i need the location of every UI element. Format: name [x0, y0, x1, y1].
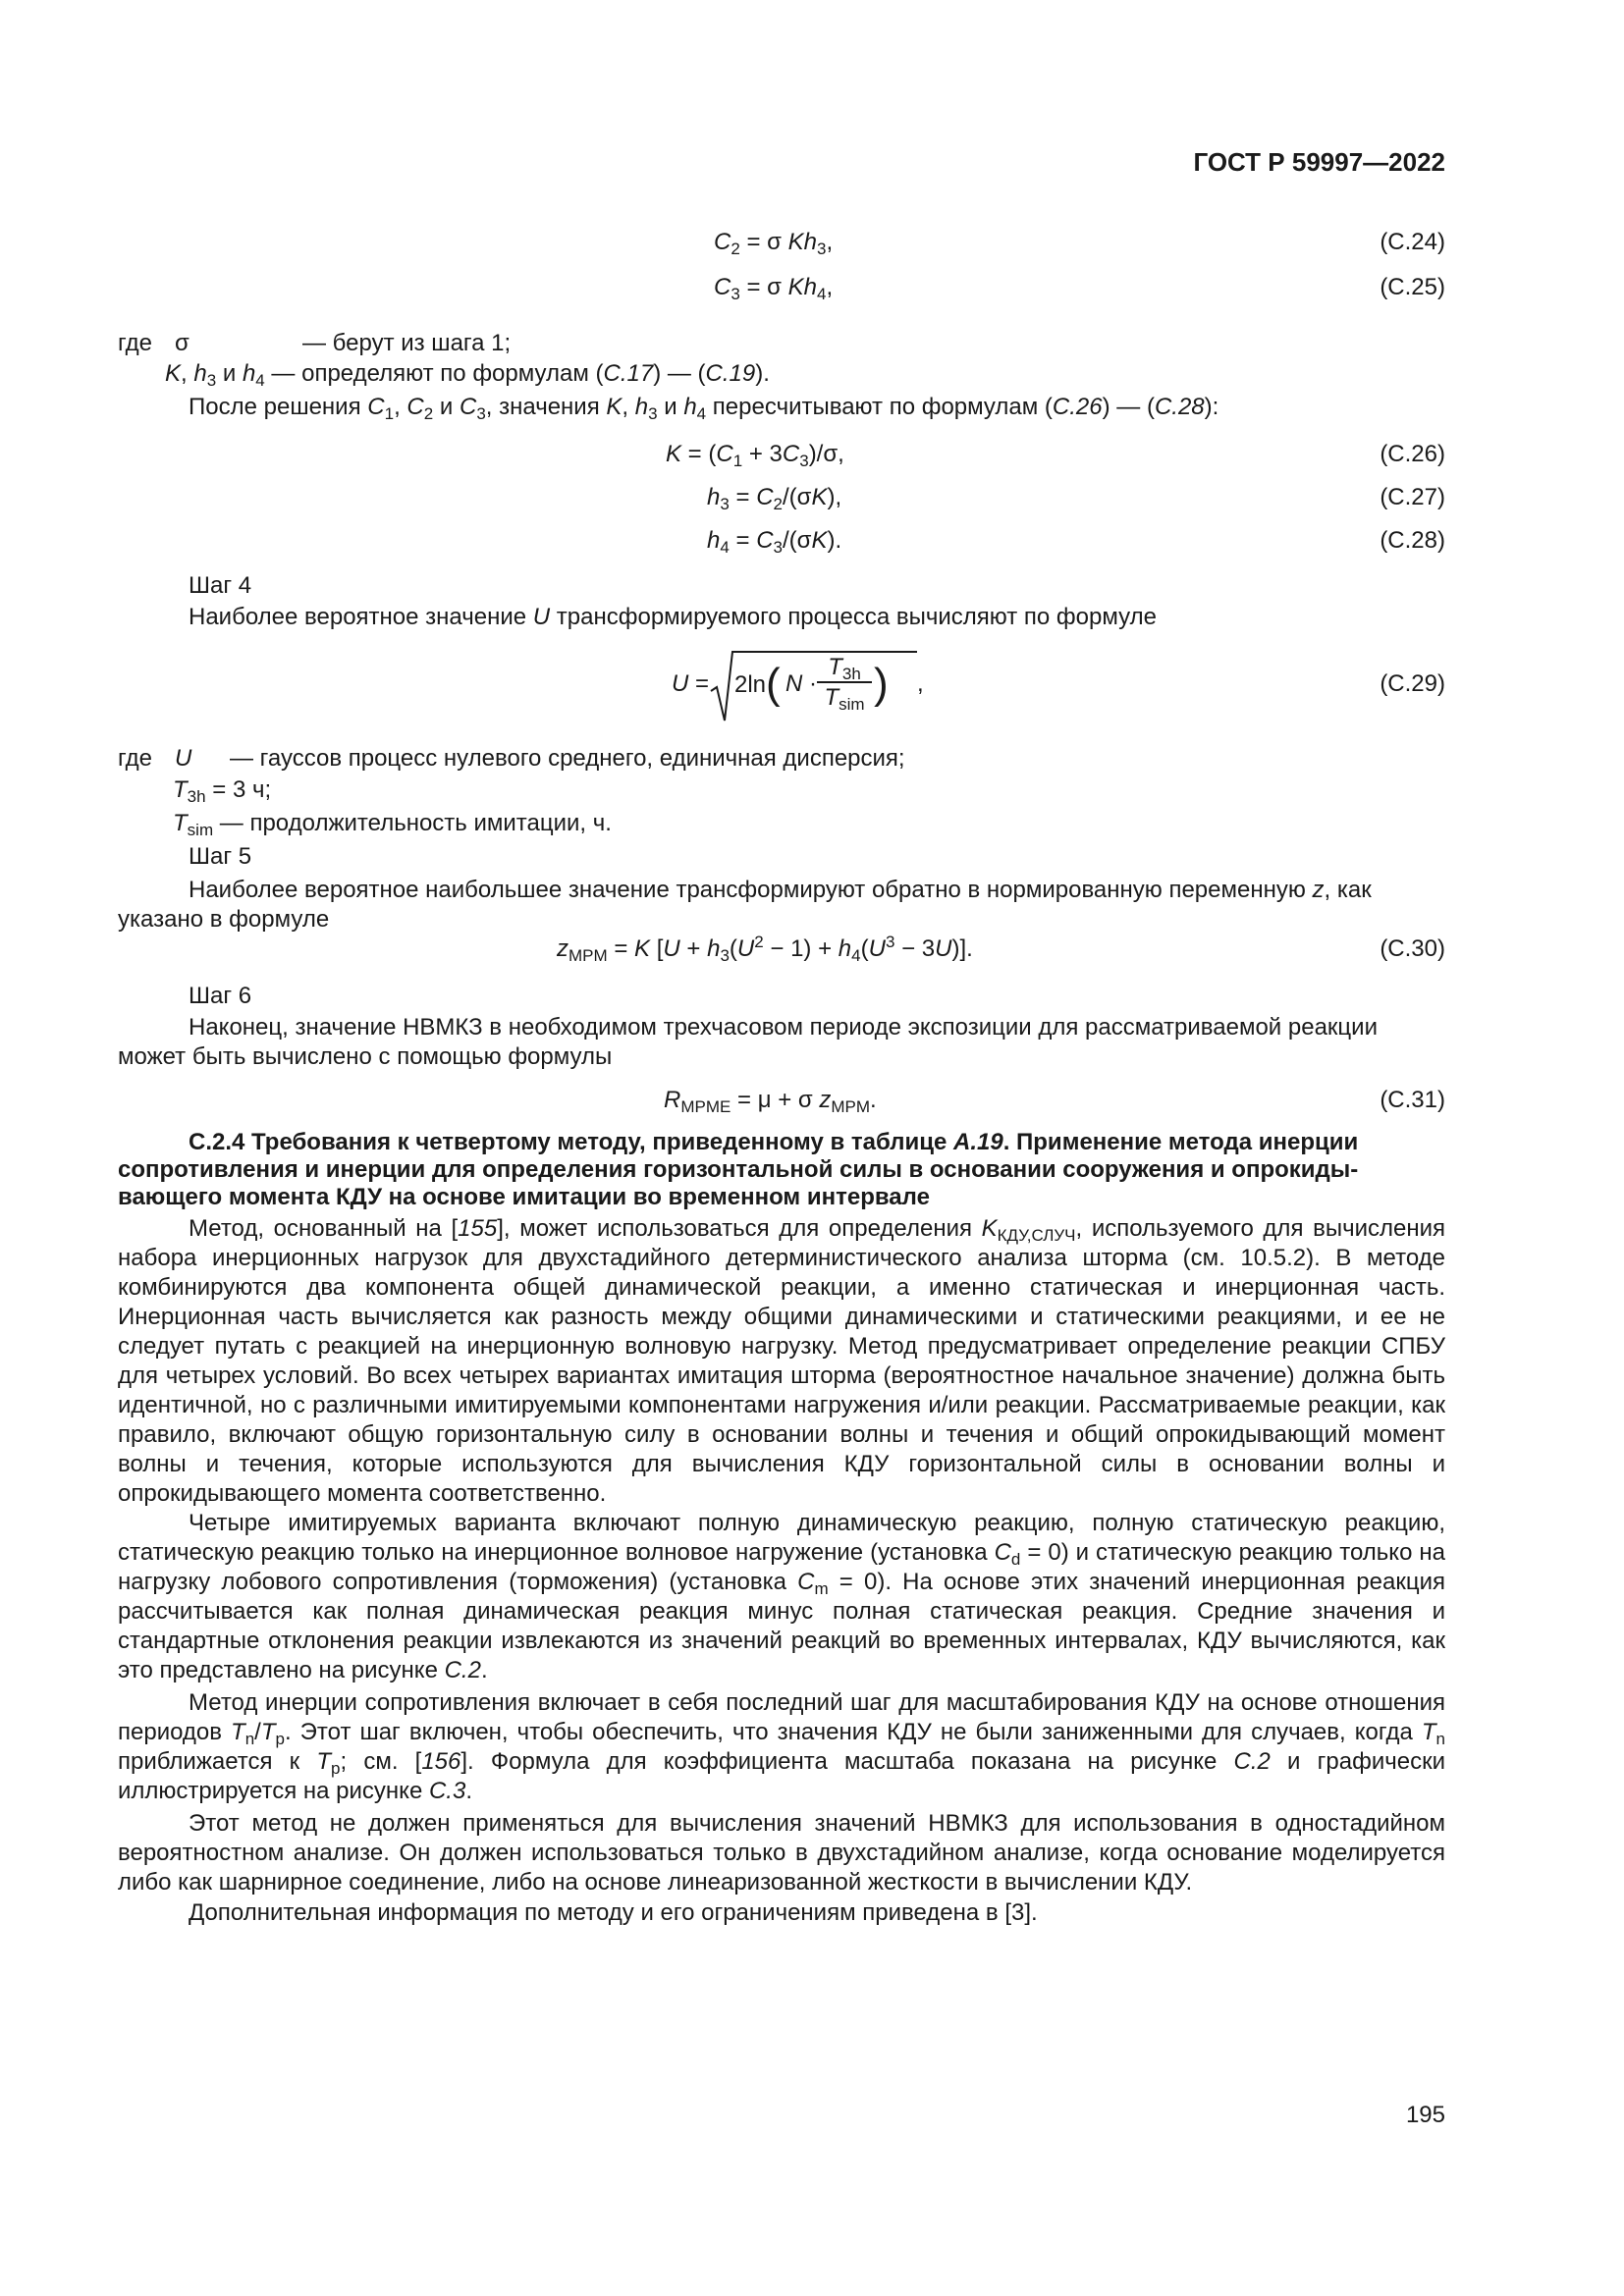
equation-c24: $C_2 = \sigma$ $Kh_3$, [714, 229, 834, 258]
equation-number-c29: (C.29) [1380, 670, 1445, 697]
step-6-text-line2: может быть вычислено с помощью формулы [118, 1043, 613, 1070]
paragraph-3: Метод инерции сопротивления включает в себя последний шаг для масштабирования КДУ на основе отношения периодов $T_n/T_p$. Этот шаг включен, чтобы обеспечить, что значения КДУ не были заниженными для случаев, когда $T_n$ приближается к $T_p$; см. [156]. Формула для коэффициента масштаба показана на рисунке С.2 и графически иллюстрируется на рисунке С.3. [118, 1689, 1445, 1804]
document-page: ГОСТ Р 59997—2022 $C_2 = \sigma$ $Kh_3$, (C.24) $C_3 = \sigma$ $Kh_4$, (C.25) где σ — берут из шага 1; K, $h_3$ и $h_4$ — определяют по формулам (C.17) — (C.19). После решения $C_1$, $C_2$ и $C_3$, значения K, $h_3$ и $h_4$ пересчитывают по формулам (C.26) — (C.28): $K = (C_1 + 3C_3)/\sigma$, (C.26) $h_3 = C_2/(\sigma K)$, (C.27) $h_4 = C_3/(\sigma K)$. (C.28) Шаг 4 Наиболее вероятное значение U трансформируемого процесса вычисляют по формуле U = 2ln( N · $T_{3h}$ $T_{sim}$ ) , (C.29) где U — гауссов процесс нулевого среднего, единичная дисперсия; $T_{3h} = 3$ ч; $T_{sim}$ — продолжительность имитации, ч. Шаг 5 Наиболее вероятное наибольшее значение трансформируют обратно в нормированную переменную z, как указано в формуле $z_{MPM} = K$ $[U + h_3(U^2 - 1) + h_4(U^3 - 3U)]$. (C.30) Шаг 6 Наконец, значение НВМКЗ в необходимом трехчасовом периоде экспозиции для рассматриваемой реакции может быть вычислено с помощью формулы $R_{MPME} = \mu + \sigma$ $z_{MPM}$. (C.31) С.2.4 Требования к четвертому методу, приведенному в таблице А.19. Применение метода инерции сопротивления и инерции для определения горизонтальной силы в основании сооружения и опрокиды- вающего момента КДУ на основе имитации во временном интервале Метод, основанный на [155], может использоваться для определения $K_{КДУ,СЛУЧ}$, используемого для вычисления набора инерционных нагрузок для двухстадийного детерминистического анализа шторма (см. 10.5.2). В методе комбинируются два компонента общей динамической реакции, а именно статическая и инерционная часть. Инерционная часть вычисляется как разность между общими динамическими и статическими реакциями, и ее не следует путать с реакцией на инерционную волновую нагрузку. Метод предусматривает определение реакции СПБУ для четырех условий. Во всех четырех вариантах имитация шторма (вероятностное начальное значение) должна быть идентичной, но с различными имитируемыми компонентами нагружения и/или реакции. Рассматриваемые реакции, как правило, включают общую горизонтальную силу в основании волны и течения и общий опрокидывающий момент волны и течения, которые используются для вычисления КДУ горизонтальной силы в основании волны и опрокидывающего момента соответственно. Четыре имитируемых варианта включают полную динамическую реакцию, полную статическую реакцию, статическую реакцию только на инерционное волновое нагружение (установка $C_d = 0$) и статическую реакцию только на нагрузку лобового сопротивления (торможения) (установка $C_m = 0$). На основе этих значений инерционная реакция рассчитывается как полная динамическая реакция минус полная статическая реакция. Средние значения и стандартные отклонения реакции извлекаются из значений реакций во временных интервалах, КДУ вычисляются, как это представлено на рисунке С.2. Метод инерции сопротивления включает в себя последний шаг для масштабирования КДУ на основе отношения периодов $T_n/T_p$. Этот шаг включен, чтобы обеспечить, что значения КДУ не были заниженными для случаев, когда $T_n$ приближается к $T_p$; см. [156]. Формула для коэффициента масштаба показана на рисунке С.2 и графически иллюстрируется на рисунке С.3. Этот метод не должен применяться для вычисления значений НВМКЗ для использования в одностадийном вероятностном анализе. Он должен использоваться только в двухстадийном анализе, когда основание моделируется либо как шарнирное соединение, либо на основе линеаризованной жесткости в вычислении КДУ. Дополнительная информация по методу и его ограничениям приведена в [3]. 195 [118, 147, 1445, 2128]
paragraph-1: Метод, основанный на [155], может использоваться для определения $K_{КДУ,СЛУЧ}$, используемого для вычисления набора инерционных нагрузок для двухстадийного детерминистического анализа шторма (см. 10.5.2). В методе комбинируются два компонента общей динамической реакции, а именно статическая и инерционная часть. Инерционная часть вычисляется как разность между общими динамическими и статическими реакциями, и ее не следует путать с реакцией на инерционную волновую нагрузку. Метод предусматривает определение реакции СПБУ для четырех условий. Во всех четырех вариантах имитация шторма (вероятностное начальное значение) должна быть идентичной, но с различными имитируемыми компонентами нагружения и/или реакции. Рассматриваемые реакции, как правило, включают общую горизонтальную силу в основании волны и течения и общий опрокидывающий момент волны и течения, которые используются для вычисления КДУ горизонтальной силы в основании волны и опрокидывающего момента соответственно. [118, 1215, 1445, 1507]
standard-header: ГОСТ Р 59997—2022 [1193, 147, 1445, 177]
after-solve-text: После решения $C_1$, $C_2$ и $C_3$, значения K, $h_3$ и $h_4$ пересчитывают по формулам (C.26) — (C.28): [189, 394, 1219, 423]
where-def-t3h: $T_{3h} = 3$ ч; [173, 776, 272, 806]
equation-number-c25: (C.25) [1380, 274, 1445, 300]
page-number: 195 [1405, 2102, 1445, 2128]
section-heading: С.2.4 Требования к четвертому методу, приведенному в таблице А.19. Применение метода инерции сопротивления и инерции для определения горизонтальной силы в основании сооружения и опрокиды- вающего момента КДУ на основе имитации во временном интервале [118, 1129, 1359, 1210]
step-5-text-line2: указано в формуле [118, 906, 330, 933]
step-5-text-line1: Наиболее вероятное наибольшее значение трансформируют обратно в нормированную переменную z, как [189, 877, 1372, 903]
where-def-tsim: $T_{sim}$ — продолжительность имитации, ч. [173, 810, 612, 839]
equation-number-c26: (C.26) [1380, 441, 1445, 467]
where-label: где [118, 330, 153, 356]
where-def-u: — гауссов процесс нулевого среднего, единичная дисперсия; [230, 745, 905, 772]
where-symbol-u: U [175, 745, 192, 772]
step-4-title: Шаг 4 [189, 572, 252, 599]
equation-c31: $R_{MPME} = \mu + \sigma$ $z_{MPM}$. [664, 1087, 877, 1116]
equation-number-c24: (C.24) [1380, 229, 1445, 255]
where-symbol-sigma: σ [175, 330, 189, 356]
equation-c28: $h_4 = C_3/(\sigma K)$. [707, 527, 842, 557]
paragraph-4: Этот метод не должен применяться для вычисления значений НВМКЗ для использования в одностадийном вероятностном анализе. Он должен использоваться только в двухстадийном анализе, когда основание моделируется либо как шарнирное соединение, либо на основе линеаризованной жесткости в вычислении КДУ. [118, 1810, 1445, 1896]
paragraph-2: Четыре имитируемых варианта включают полную динамическую реакцию, полную статическую реакцию, статическую реакцию только на инерционное волновое нагружение (установка $C_d = 0$) и статическую реакцию только на нагрузку лобового сопротивления (торможения) (установка $C_m = 0$). На основе этих значений инерционная реакция рассчитывается как полная динамическая реакция минус полная статическая реакция. Средние значения и стандартные отклонения реакции извлекаются из значений реакций во временных интервалах, КДУ вычисляются, как это представлено на рисунке С.2. [118, 1510, 1445, 1683]
equation-number-c27: (C.27) [1380, 484, 1445, 510]
equation-c26: $K = (C_1 + 3C_3)/\sigma$, [666, 441, 844, 470]
equation-c25: $C_3 = \sigma$ $Kh_4$, [714, 274, 834, 303]
equation-c29-fraction: $T_{3h}$ $T_{sim}$ [817, 654, 872, 713]
where-def-k-h: K, $h_3$ и $h_4$ — определяют по формулам (C.17) — (C.19). [165, 360, 770, 390]
equation-number-c31: (C.31) [1380, 1087, 1445, 1113]
equation-number-c28: (C.28) [1380, 527, 1445, 554]
equation-c29-radicand: 2ln( [734, 660, 781, 708]
where-label-2: где [118, 745, 153, 772]
step-5-title: Шаг 5 [189, 843, 252, 870]
equation-c30: $z_{MPM} = K$ $[U + h_3(U^2 - 1) + h_4(U^3 - 3U)]$. [557, 933, 973, 965]
equation-c27: $h_3 = C_2/(\sigma K)$, [707, 484, 842, 513]
step-6-text-line1: Наконец, значение НВМКЗ в необходимом трехчасовом периоде экспозиции для рассматриваемой реакции [189, 1014, 1378, 1041]
equation-number-c30: (C.30) [1380, 935, 1445, 962]
step-6-title: Шаг 6 [189, 983, 252, 1009]
step-4-text: Наиболее вероятное значение U трансформируемого процесса вычисляют по формуле [189, 604, 1157, 630]
paragraph-5: Дополнительная информация по методу и его ограничениям приведена в [3]. [189, 1899, 1038, 1926]
where-def-sigma: — берут из шага 1; [302, 330, 512, 356]
